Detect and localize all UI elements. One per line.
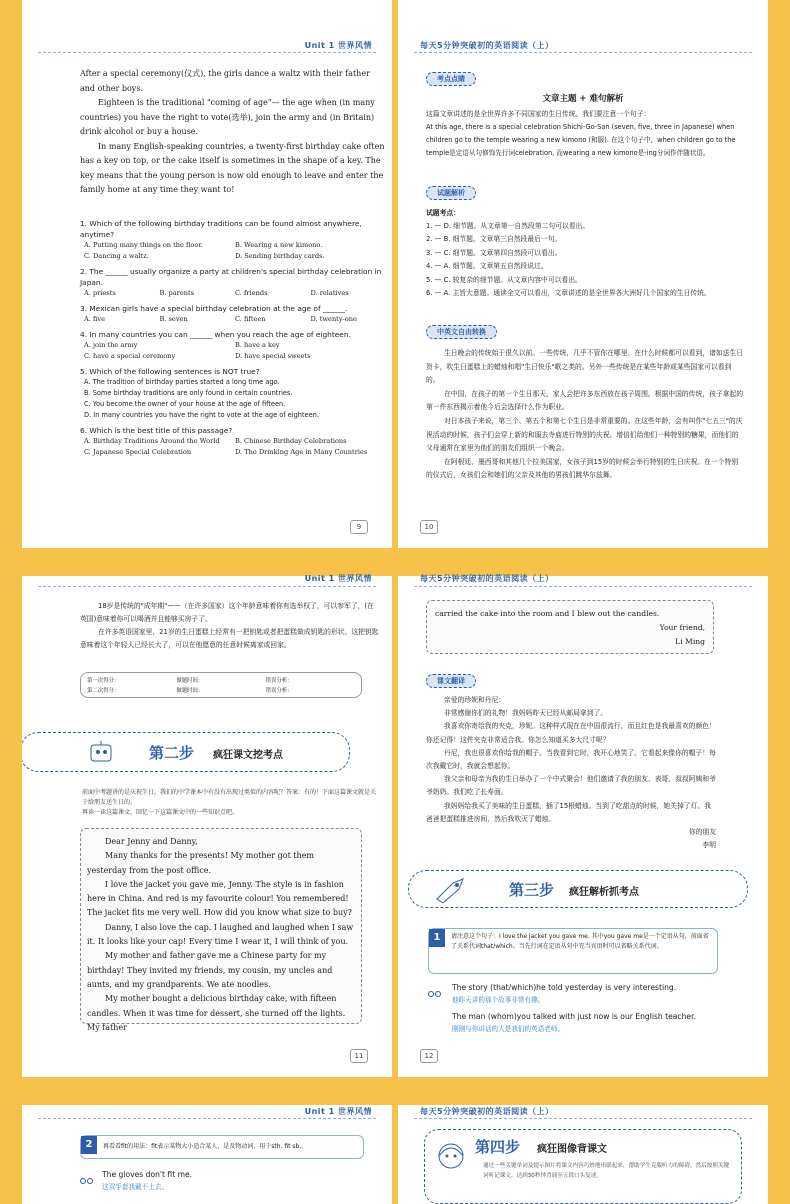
section-title: 文章主题 + 难句解析 [542, 94, 624, 104]
header-divider [414, 52, 752, 53]
page-header: 每天5分钟突破初的英语阅读（上） [420, 1107, 554, 1116]
step-title: 疯狂解析抓考点 [569, 887, 639, 898]
section-tag: 考点点睛 [426, 72, 476, 86]
example-zh: 他昨天讲的那个故事非常有趣。 [452, 996, 545, 1004]
log-field: 第二次得分： [87, 688, 120, 694]
page-number: 11 [350, 1049, 368, 1063]
answer-item: 2. — B. 细节题。文章第三自然段最后一句。 [426, 235, 562, 244]
option: B. seven [159, 315, 188, 323]
question-text: 1. Which of the following birthday traditions can be found almost anywhere, anytime? [80, 219, 362, 239]
examples [102, 1169, 362, 1193]
point-text: 再看看fit的用法：fit表示某物大小适合某人，是及物动词，用于sth. fit sb.。 [103, 1143, 308, 1150]
example-zh: 刚刚与你讲话的人是我们的英语老师。 [452, 1025, 565, 1033]
translation-paragraph: 对日本孩子来说，第三个、第五个和第七个生日是非常重要的。在这些年龄，会有叫作"七五三"的庆祝活动的时候，孩子们会穿上新的和服去寺庙进行特别的庆祝。增倍们给他们一种特别的糖果，而他们的父母通常在家里为他们的朋友们组织一个晚会。 [426, 416, 743, 453]
key-sentence: At this age, there is a special celebration Shichi-Go-San (seven, five, three in Japanese) when children go to the temple wearing a new kimono (和服). 在这个句子中，when children go to the temple是定语从句修饰先行词celebration, 而wearing a new kimono是-ing分词作伴随状语。 [426, 123, 736, 157]
letter-greeting: Dear Jenny and Danny, [105, 837, 198, 846]
lesson-letter [80, 828, 362, 1032]
translation-paragraph: 丹尼，我也很喜欢你给我的帽子。当我看到它时，我开心地笑了。它看起来像你的帽子！每次我戴它时，我就会想起你。 [426, 748, 716, 771]
option: D. have special sweets [235, 352, 311, 360]
passage-paragraph: After a special ceremony(仪式), the girls dance a waltz with their father and other boys. [80, 69, 370, 93]
header-divider [38, 586, 376, 587]
option: C. Japanese Special Celebration [84, 448, 192, 456]
translation-paragraph: 生日晚会的传统始于很久以前。一些传统，几乎不管你在哪里、在什么时候都可以看到，诸如送生日贺卡，吹生日蛋糕上的蜡烛和唱"生日快乐"歌之类的。另外一些传统是在某些年龄或某些国家可以看到的。 [426, 349, 744, 385]
translation-paragraph: 在中国，在孩子的第一个生日那天，家人会把许多东西放在孩子周围。根据中国的传统，孩子拿起的第一件东西揭示着他今后会选择什么作为职业。 [426, 389, 744, 412]
letter-closing: Your friend, [659, 623, 705, 632]
option: D. The Drinking Age in Many Countries [235, 448, 368, 456]
question-text: 2. The ______ usually organize a party at children's special birthday celebration in Japan. [80, 267, 382, 287]
page-header: 每天5分钟突破初的英语阅读（上） [420, 574, 554, 583]
grammar-point [428, 928, 718, 974]
log-field: 错误分析： [265, 678, 293, 684]
option: B. parents [159, 289, 195, 297]
option: B. Chinese Birthday Celebrations [235, 437, 347, 445]
exam-points-label: 试题考点： [426, 209, 460, 217]
step-number: 第四步 [475, 1138, 521, 1156]
answer-item: 1. — D. 细节题。从文章第一自然段第二句可以看出。 [426, 222, 590, 230]
step-number: 第三步 [509, 881, 555, 899]
answer-item: 5. — C. 较复杂的细节题。从文章内容中可以看出。 [426, 275, 582, 284]
letter-paragraph: My mother and father gave me a Chinese party for my birthday! They invited my friends, my cousin, my uncles and aunts, and my grandparents. We ate noodles. [87, 951, 333, 989]
log-field: 第一次得分： [87, 678, 120, 684]
translation-continued [80, 600, 380, 652]
question [80, 425, 386, 458]
page-strip [22, 1085, 392, 1105]
option: D. twenty-one [310, 315, 357, 323]
intro-text: 前面中考题讲的是庆祝生日。我们的中学课本中有没有出现过类似的内容呢？答案：有的！下面这篇课文就是关于给朋友送生日的。 [82, 789, 377, 806]
question-text: 5. Which of the following sentences is NOT true? [80, 367, 260, 376]
question [80, 329, 386, 362]
translation-closing: 你的朋友 [688, 828, 716, 837]
page-11 [22, 556, 392, 1077]
step-title: 疯狂图像背课文 [537, 1144, 607, 1155]
option: C. You become the owner of your house at the age of fifteen. [84, 400, 286, 408]
letter-signature: Li Ming [675, 637, 705, 646]
page-header: Unit 1 世界风情 [304, 41, 372, 50]
robot-illustration [83, 739, 123, 765]
option: D. relatives [310, 289, 349, 297]
answer-item: 6. — A. 主旨大意题。通读全文可以看出，文章讲述的是全世界各大洲好几个国家的生日传统。 [426, 289, 711, 298]
question [80, 218, 386, 262]
letter-paragraph: Danny, I also love the cap. I laughed and laughed when I saw it. It looks like your cap! Every time I wear it, I will think of you. [87, 922, 354, 947]
section-tag: 试题解析 [426, 186, 476, 200]
header-divider [414, 586, 752, 587]
page-strip [398, 1085, 768, 1105]
page-number: 10 [420, 520, 438, 534]
option: B. Some birthday traditions are only found in certain countries. [84, 389, 293, 397]
page-9 [22, 0, 392, 548]
section-tag: 课文翻译 [426, 674, 476, 688]
student-illustration [431, 1138, 471, 1178]
option: D. Sending birthday cards. [235, 252, 325, 260]
step-title: 疯狂课文挖考点 [213, 750, 283, 761]
question [80, 266, 386, 299]
example-icon [428, 984, 444, 1003]
option: B. have a key [235, 341, 280, 349]
log-field: 做题时间： [176, 678, 204, 684]
translation-paragraph: 我喜欢你寄给我的夹克，珍妮。这种样式现在在中国很流行，而且红色是我最喜欢的颜色！你还记得！这件夹克非常适合我。你怎么知道买多大尺寸呢？ [426, 722, 716, 744]
question [80, 366, 386, 421]
page-number: 9 [350, 520, 368, 534]
examples [452, 982, 742, 1035]
header-divider [38, 1118, 376, 1119]
translation-paragraph: 非常感谢你们的礼物！我妈妈昨天已经从邮局拿到了。 [444, 709, 608, 718]
passage [80, 67, 386, 198]
option: C. friends [235, 289, 268, 297]
page-header: 每天5分钟突破初的英语阅读（上） [420, 41, 554, 50]
letter-paragraph: Many thanks for the presents! My mother got them yesterday from the post office. [87, 851, 315, 875]
step-intro: 通过一些关键单词及提示图片将课文内容巧妙地串联起来，帮助学生克服听力的障碍，然后按照关键词听记课文，达到30秒钟背诵至五段口头复述。 [483, 1163, 730, 1179]
analysis-intro: 这篇文章讲述的是全世界许多不同国家的生日传统。我们要注意一个句子： [426, 110, 651, 118]
answer-item: 4. — A. 细节题。文章第五自然段说过。 [426, 262, 548, 271]
option: C. have a special ceremony [84, 352, 176, 360]
translation-paragraph: 在阿根廷、墨西哥和其他几个拉美国家，女孩子到15岁的时候会举行特别的生日庆祝。在一个特别的仪式后，女孩们会和她们的父亲及其他的男孩们跳华尔兹舞。 [426, 457, 739, 480]
point-number: 2 [81, 1136, 97, 1154]
header-divider [414, 1118, 752, 1119]
example-zh: 这双手套我戴不上去。 [102, 1183, 168, 1191]
letter-paragraph: My mother bought a delicious birthday cake, with fifteen candles. When it was time for dessert, she turned off the lights. My father [87, 994, 346, 1032]
page-14 [398, 1085, 768, 1204]
translation [426, 347, 744, 483]
translation-paragraph: 我妈妈给我买了美味的生日蛋糕，插了15根蜡烛。当到了吃甜点的时候，她关掉了灯。我爸爸把蛋糕推进房间，然后我吹灭了蜡烛。 [426, 801, 711, 823]
option: C. fifteen [235, 315, 266, 323]
page-header: Unit 1 世界风情 [304, 574, 372, 583]
answer-item: 3. — C. 细节题。文章第四自然段可以看出。 [426, 248, 562, 257]
translation-paragraph: 18岁是传统的"成年期"——（在许多国家）这个年龄意味着你有选举权了，可以参军了，(在英国)意味着你可以喝酒并且能够买房子了。 [80, 602, 374, 623]
page-10 [398, 0, 768, 548]
grammar-point [80, 1135, 364, 1159]
letter-paragraph: I love the jacket you gave me, Jenny. The style is in fashion here in China. And red is my favourite colour! You remembered! The jacket fits me very well. How did you know what size to buy? [87, 879, 352, 918]
rocket-illustration [433, 875, 475, 903]
page-header: Unit 1 世界风情 [304, 1107, 372, 1116]
option: A. five [84, 315, 105, 323]
section-tag: 中英文自由转换 [426, 325, 497, 339]
header-divider [38, 52, 376, 53]
option: D. In many countries you have the right to vote at the age of eighteen. [84, 411, 319, 419]
step-intro [82, 788, 380, 818]
question-text: 6. Which is the best title of this passage? [80, 426, 233, 435]
log-field: 做题时间： [176, 688, 204, 694]
example-en: The man (whom)you talked with just now is our English teacher. [452, 1012, 696, 1021]
log-field: 错误分析： [265, 688, 293, 694]
example-en: The story (that/which)he told yesterday is very interesting. [452, 983, 677, 992]
step-banner [408, 870, 748, 908]
page-13 [22, 1085, 392, 1204]
question-text: 3. Mexican girls have a special birthday celebration at the age of ______. [80, 304, 348, 313]
score-log [80, 672, 362, 698]
translation-paragraph: 亲爱的珍妮和丹尼： [444, 696, 506, 704]
translation-paragraph: 我父亲和母亲为我的生日举办了一个中式聚会！他们邀请了我的朋友、表哥、叔叔阿姨和爷爷奶奶。我们吃了长寿面。 [426, 775, 716, 797]
option: A. Putting many things on the floor. [84, 241, 203, 249]
answer-list [426, 220, 744, 300]
question [80, 303, 386, 325]
step-banner [22, 732, 350, 772]
page-number: 12 [420, 1049, 438, 1063]
point-text: 请注意这个句子：I love the jacket you gave me. 其中you gave me是一个定语从句，前面省了关系代词that/which。当先行词在定语从句中充当宾语时可以省略关系代词。 [451, 933, 709, 950]
question-text: 4. In many countries you can ______ when you reach the age of eighteen. [80, 330, 351, 339]
step-number: 第二步 [149, 744, 195, 762]
passage-paragraph: Eighteen is the traditional "coming of age"— the age when (in many countries) you have the right to vote(选举), join the army and (in Britain) drink alcohol or buy a house. [80, 98, 375, 136]
option: C. Dancing a waltz. [84, 252, 149, 260]
translation-signature: 李明 [702, 841, 716, 850]
step-banner [424, 1129, 742, 1204]
question-list [80, 218, 386, 462]
page-12 [398, 556, 768, 1077]
option: A. The tradition of birthday parties started a long time ago. [84, 378, 280, 386]
letter-continued [426, 600, 714, 654]
example-icon [80, 1171, 96, 1190]
option: A. priests [84, 289, 116, 297]
intro-text: 再读一读这篇课文，回忆一下这篇课文中的一些知识点吧。 [82, 809, 239, 816]
translation-paragraph: 在许多英语国家里，21岁的生日蛋糕上经常有一把钥匙或者把蛋糕做成钥匙的形状。这把钥匙意味着这个年轻人已经长大了，可以在他愿意的任意时候离家或回家。 [80, 628, 379, 649]
option: A. Birthday Traditions Around the World [84, 437, 220, 445]
letter-paragraph: carried the cake into the room and I blew out the candles. [435, 609, 660, 618]
passage-paragraph: In many English-speaking countries, a twenty-first birthday cake often has a key on top, or the cake itself is sometimes in the shape of a key. The key means that the young person is now old enough to leave and enter the family home at any time they want to! [80, 141, 385, 194]
letter-translation [426, 694, 716, 852]
example-en: The gloves don't fit me. [102, 1170, 193, 1179]
option: B. Wearing a new kimono. [235, 241, 323, 249]
point-number: 1 [429, 929, 445, 947]
option: A. join the army [84, 341, 138, 349]
